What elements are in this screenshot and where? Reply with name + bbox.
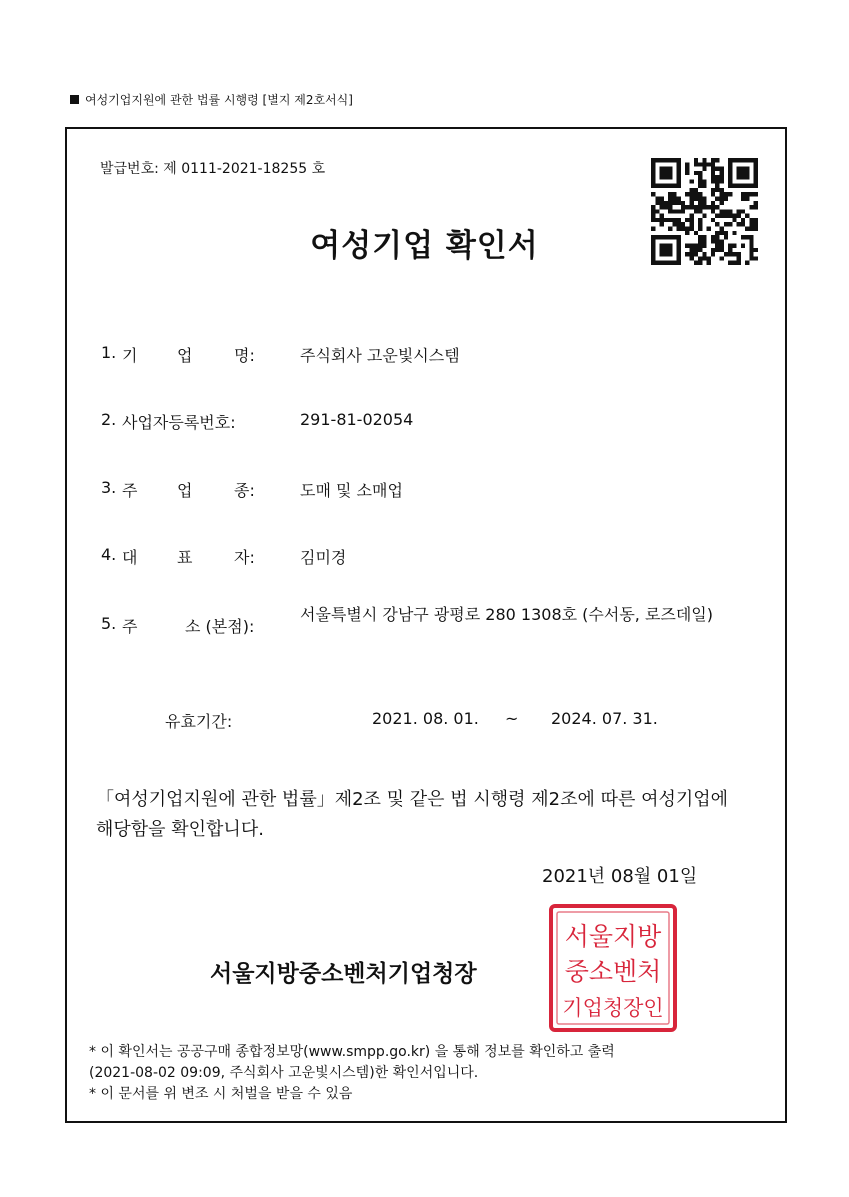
seal-line: 기업청장인 bbox=[562, 996, 664, 1020]
confirmation-statement: 「여성기업지원에 관한 법률」제2조 및 같은 법 시행령 제2조에 따른 여성기업에 해당함을 확인합니다. bbox=[96, 789, 729, 840]
field-number: 3. bbox=[101, 478, 117, 497]
validity-end: 2024. 07. 31. bbox=[551, 709, 658, 728]
form-header-text: 여성기업지원에 관한 법률 시행령 [별지 제2호서식] bbox=[85, 93, 353, 107]
field-label-part: 주 bbox=[122, 481, 138, 500]
company-name-value: 주식회사 고운빛시스템 bbox=[300, 346, 460, 365]
issue-date: 2021년 08월 01일 bbox=[542, 866, 698, 887]
field-label-part: 자: bbox=[234, 548, 255, 567]
footnote: * 이 확인서는 공공구매 종합정보망(www.smpp.go.kr) 을 통해 정보를 확인하고 출력 bbox=[89, 1044, 615, 1060]
seal-line: 중소벤처 bbox=[564, 957, 662, 986]
field-number: 4. bbox=[101, 545, 117, 564]
issue-number: 발급번호: 제 0111-2021-18255 호 bbox=[100, 161, 326, 177]
square-bullet-icon bbox=[70, 95, 79, 104]
validity-start: 2021. 08. 01. bbox=[372, 709, 479, 728]
field-label-part: 종: bbox=[234, 481, 255, 500]
field-label-part: 대 bbox=[122, 548, 138, 567]
footnote: (2021-08-02 09:09, 주식회사 고운빛시스템)한 확인서입니다. bbox=[89, 1065, 479, 1081]
official-seal-stamp bbox=[548, 903, 678, 1033]
address-value: 서울특별시 강남구 광평로 280 1308호 (수서동, 로즈데일) bbox=[300, 605, 714, 624]
main-industry-value: 도매 및 소매업 bbox=[300, 481, 403, 500]
representative-value: 김미경 bbox=[300, 548, 347, 567]
field-label-part: 표 bbox=[177, 548, 193, 567]
footnote: * 이 문서를 위 변조 시 처벌을 받을 수 있음 bbox=[89, 1086, 353, 1102]
field-label-part: 명: bbox=[234, 346, 255, 365]
document-title: 여성기업 확인서 bbox=[310, 228, 539, 264]
field-label-part: 소 (본점): bbox=[185, 617, 255, 636]
field-label: 사업자등록번호: bbox=[122, 413, 236, 432]
business-registration-number-value: 291-81-02054 bbox=[300, 410, 414, 429]
field-label-part: 기 bbox=[122, 346, 138, 365]
field-number: 2. bbox=[101, 410, 117, 429]
issuing-authority: 서울지방중소벤처기업청장 bbox=[210, 961, 477, 987]
seal-line: 서울지방 bbox=[564, 922, 662, 951]
validity-label: 유효기간: bbox=[165, 712, 233, 731]
field-label-part: 업 bbox=[177, 481, 193, 500]
form-header bbox=[70, 91, 353, 108]
validity-separator: ~ bbox=[505, 709, 519, 728]
field-number: 5. bbox=[101, 614, 117, 633]
field-label-part: 업 bbox=[177, 346, 193, 365]
field-label-part: 주 bbox=[122, 617, 138, 636]
field-number: 1. bbox=[101, 343, 117, 362]
